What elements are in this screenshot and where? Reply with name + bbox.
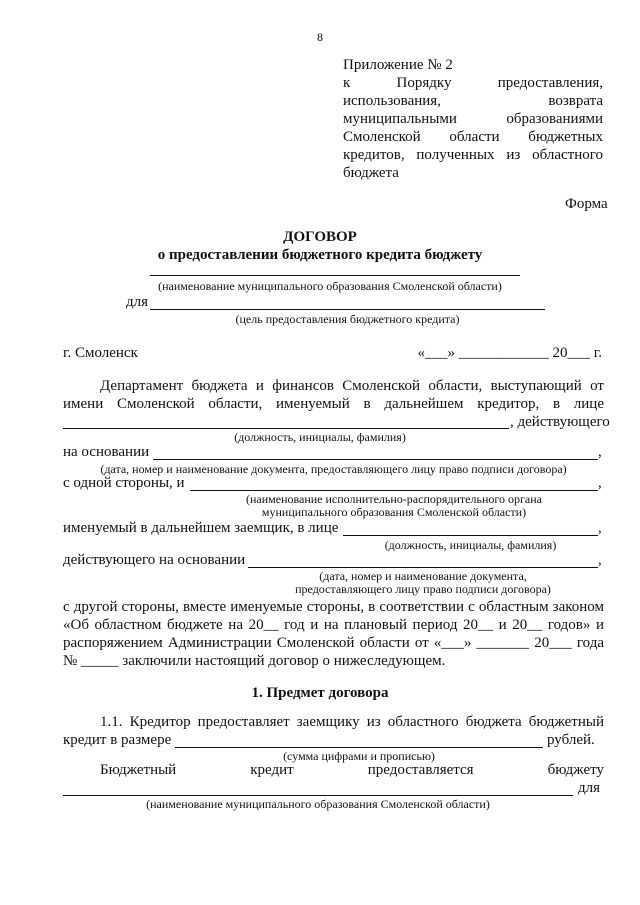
clause-line: 1.1. Кредитор предоставляет заемщику из областного бюджета бюджетный	[100, 714, 604, 730]
hint-exec-body: (наименование исполнительно-распорядительного органа	[246, 492, 542, 506]
clause-line-end: рублей.	[547, 732, 595, 748]
hint-purpose: (цель предоставления бюджетного кредита)	[235, 312, 460, 326]
comma: ,	[598, 552, 602, 568]
contract-date: «___» ____________ 20___ г.	[417, 345, 602, 361]
hint-person: (должность, инициалы, фамилия)	[234, 430, 406, 444]
para1-line: имени Смоленской области, именуемый в дальнейшем кредитор, в лице	[63, 396, 604, 412]
borrower-body-blank	[190, 490, 598, 491]
comma: ,	[598, 444, 602, 460]
document-subtitle: о предоставлении бюджетного кредита бюджету	[157, 247, 483, 263]
page-number: 8	[317, 30, 323, 44]
hint-document: (дата, номер и наименование документа, предоставляющего лицу право подписи договора)	[100, 462, 567, 476]
appendix-line: бюджета	[343, 165, 399, 181]
creditor-person-blank	[63, 428, 509, 429]
appendix-line: использования, возврата	[343, 93, 603, 109]
para2-line: № _____ заключили настоящий договор о нижеследующем.	[63, 653, 446, 669]
section-title: 1. Предмет договора	[251, 685, 389, 701]
form-label: Форма	[565, 196, 608, 212]
para2-line: «Об областном бюджете на 20__ год и на плановый период 20__ и 20__ годов» и	[63, 617, 604, 633]
hint-municipality: (наименование муниципального образования Смоленской области)	[158, 279, 502, 293]
hint-document: предоставляющего лицу право подписи договора)	[295, 582, 551, 596]
comma: ,	[598, 520, 602, 536]
for-label: для	[126, 294, 149, 310]
borrower-municipality-blank	[63, 795, 573, 796]
municipality-blank	[150, 275, 520, 276]
borrower-basis-blank	[248, 567, 598, 568]
one-side-label: с одной стороны, и	[63, 475, 185, 491]
appendix-title: Приложение № 2	[343, 57, 453, 73]
clause-line-end: для	[578, 780, 601, 796]
appendix-line: Смоленской области бюджетных	[343, 129, 603, 145]
para2-line: с другой стороны, вместе именуемые стороны, в соответствии с областным законом	[63, 599, 604, 615]
para1-line-end: , действующего	[510, 414, 610, 430]
document-title: ДОГОВОР	[283, 229, 357, 245]
hint-person: (должность, инициалы, фамилия)	[384, 538, 557, 552]
hint-sum: (сумма цифрами и прописью)	[283, 749, 435, 763]
borrower-label: именуемый в дальнейшем заемщик, в лице	[63, 520, 339, 536]
borrower-person-blank	[343, 535, 598, 536]
credit-sum-blank	[175, 747, 543, 748]
on-basis-label: на основании	[63, 444, 150, 460]
clause-line: кредит в размере	[63, 732, 172, 748]
city: г. Смоленск	[63, 345, 138, 361]
hint-municipality: (наименование муниципального образования Смоленской области)	[146, 797, 490, 811]
para1-line: Департамент бюджета и финансов Смоленской области, выступающий от	[100, 378, 604, 394]
appendix-line: муниципальными образованиями	[343, 111, 603, 127]
creditor-basis-blank	[153, 459, 598, 460]
acting-basis-label: действующего на основании	[63, 552, 246, 568]
purpose-blank	[150, 309, 545, 310]
hint-exec-body: муниципального образования Смоленской области)	[261, 505, 527, 519]
clause-line: Бюджетный кредит предоставляется бюджету	[100, 762, 604, 778]
appendix-line: кредитов, полученных из областного	[343, 147, 603, 163]
comma: ,	[598, 475, 602, 491]
para2-line: распоряжением Администрации Смоленской области от «___» _______ 20___ года	[63, 635, 604, 651]
appendix-line: к Порядку предоставления,	[343, 75, 603, 91]
hint-document: (дата, номер и наименование документа,	[319, 569, 527, 583]
